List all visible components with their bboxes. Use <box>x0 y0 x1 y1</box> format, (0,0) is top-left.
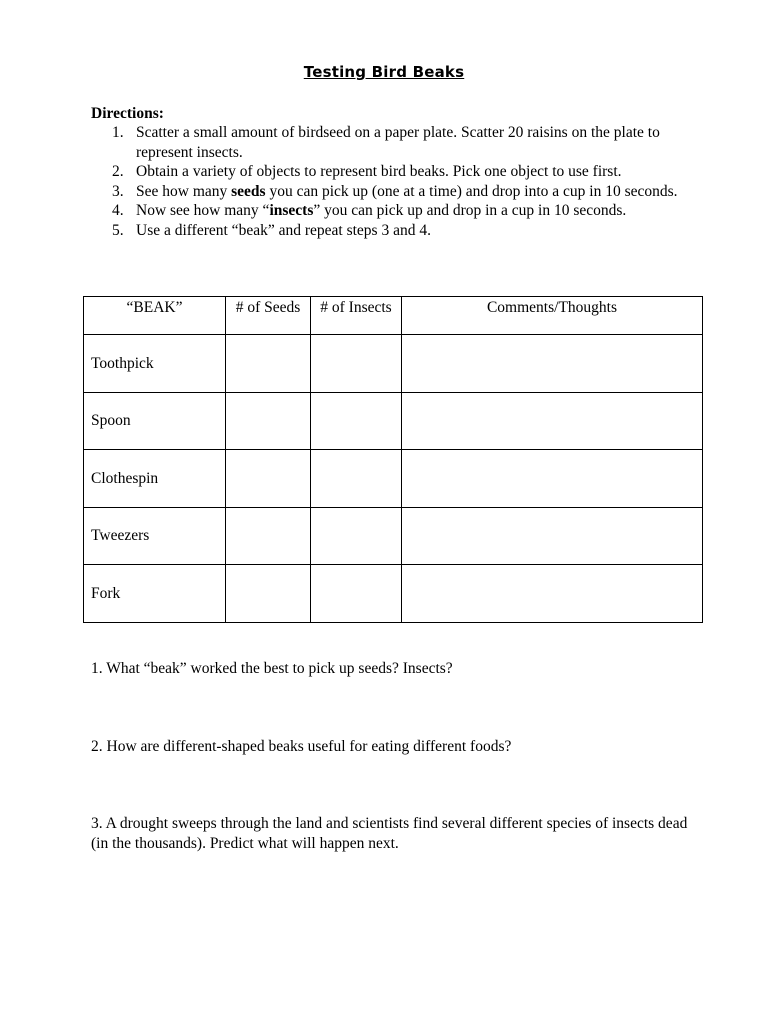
directions-heading: Directions: <box>91 105 164 122</box>
step-number: 1. <box>112 124 124 141</box>
step-text: Scatter a small amount of birdseed on a paper plate. Scatter 20 raisins on the plate to represent insects. <box>136 124 660 161</box>
beak-cell: Tweezers <box>84 507 226 565</box>
table-header-row <box>84 297 703 335</box>
insects-cell <box>311 392 402 450</box>
direction-step <box>112 123 692 162</box>
direction-step <box>112 221 692 241</box>
table-row <box>84 507 703 565</box>
beak-cell: Clothespin <box>84 450 226 508</box>
direction-step <box>112 201 692 221</box>
header-comments: Comments/Thoughts <box>402 297 703 335</box>
step-text: See how many <box>136 182 232 200</box>
beak-cell: Spoon <box>84 392 226 450</box>
step-text-end: you can pick up (one at a time) and drop into a cup in 10 seconds. <box>265 182 678 200</box>
header-beak: “BEAK” <box>84 297 226 335</box>
step-emphasis: seeds <box>231 182 266 200</box>
direction-step <box>112 182 692 202</box>
comments-cell <box>402 335 703 393</box>
insects-cell <box>311 335 402 393</box>
seeds-cell <box>226 565 311 623</box>
results-table <box>83 296 703 623</box>
question-1: 1. What “beak” worked the best to pick up seeds? Insects? <box>91 660 453 677</box>
direction-step <box>112 162 692 182</box>
seeds-cell <box>226 335 311 393</box>
table-row <box>84 565 703 623</box>
beak-cell: Toothpick <box>84 335 226 393</box>
page-title: Testing Bird Beaks <box>303 63 465 81</box>
table-row <box>84 392 703 450</box>
header-seeds: # of Seeds <box>226 297 311 335</box>
step-text: Use a different “beak” and repeat steps 3 and 4. <box>136 221 431 239</box>
table-row <box>84 335 703 393</box>
step-number: 3. <box>112 182 124 200</box>
step-text-end: ” you can pick up and drop in a cup in 10 seconds. <box>313 202 627 219</box>
step-text: Now see how many “ <box>136 202 270 219</box>
table-row <box>84 450 703 508</box>
insects-cell <box>311 507 402 565</box>
directions-list <box>112 123 692 240</box>
comments-cell <box>402 450 703 508</box>
seeds-cell <box>226 507 311 565</box>
insects-cell <box>311 450 402 508</box>
insects-cell <box>311 565 402 623</box>
comments-cell <box>402 392 703 450</box>
step-text: Obtain a variety of objects to represent bird beaks. Pick one object to use first. <box>136 163 622 180</box>
comments-cell <box>402 565 703 623</box>
step-emphasis: insects <box>269 202 314 219</box>
header-insects: # of Insects <box>311 297 402 335</box>
comments-cell <box>402 507 703 565</box>
step-number: 4. <box>112 202 124 219</box>
seeds-cell <box>226 450 311 508</box>
step-number: 2. <box>112 163 124 180</box>
seeds-cell <box>226 392 311 450</box>
step-number: 5. <box>112 221 124 239</box>
question-2: 2. How are different-shaped beaks useful for eating different foods? <box>91 738 512 755</box>
question-3: 3. A drought sweeps through the land and scientists find several different species of insects dead (in the thousands). Predict what will happen next. <box>91 815 688 852</box>
beak-cell: Fork <box>84 565 226 623</box>
